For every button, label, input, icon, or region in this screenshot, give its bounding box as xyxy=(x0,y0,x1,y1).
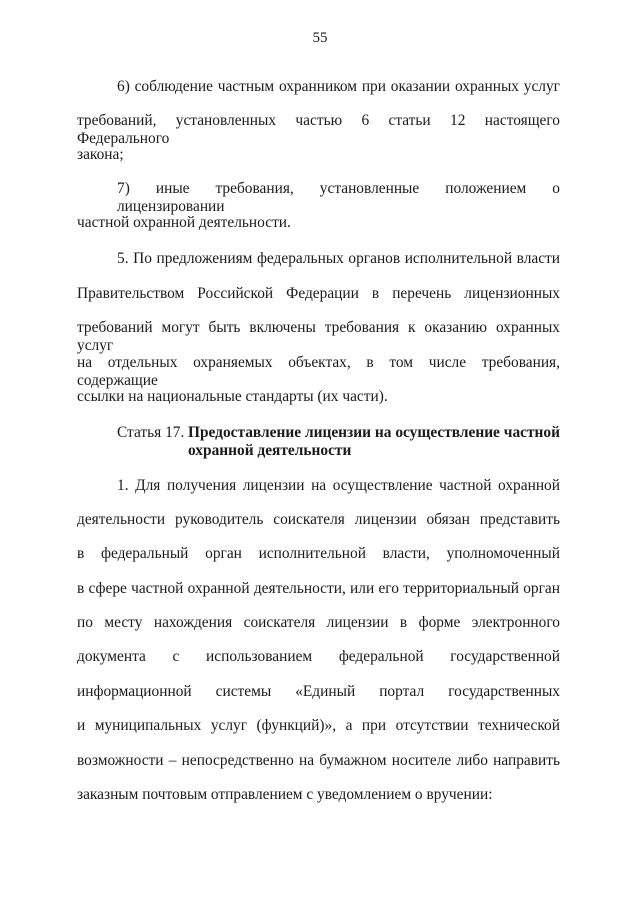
paragraph-1-line-7: информационной системы «Единый портал государственных xyxy=(77,683,560,700)
paragraph-1-line-6: документа с использованием федеральной государственной xyxy=(77,648,560,665)
item-5-line-1: 5. По предложениям федеральных органов исполнительной власти xyxy=(117,250,560,267)
item-6-line-2: требований, установленных частью 6 статьи 12 настоящего Федерального xyxy=(77,112,560,147)
paragraph-1-line-1: 1. Для получения лицензии на осуществление частной охранной xyxy=(117,477,560,494)
article-title-line-2: охранной деятельности xyxy=(188,442,352,459)
paragraph-1-line-8: и муниципальных услуг (функций)», а при отсутствии технической xyxy=(77,717,560,734)
paragraph-1-line-10: заказным почтовым отправлением с уведомлением о вручении: xyxy=(77,786,493,803)
paragraph-1-line-5: по месту нахождения соискателя лицензии в форме электронного xyxy=(77,614,560,631)
item-5-line-4: на отдельных охраняемых объектах, в том числе требования, содержащие xyxy=(77,354,560,389)
item-7-line-1: 7) иные требования, установленные положением о лицензировании xyxy=(117,180,560,215)
paragraph-1-line-4: в сфере частной охранной деятельности, или его территориальный орган xyxy=(77,580,560,597)
article-label: Статья 17. xyxy=(117,424,185,441)
page-number: 55 xyxy=(312,30,328,46)
item-5-line-3: требований могут быть включены требования к оказанию охранных услуг xyxy=(77,319,560,354)
item-6-line-1: 6) соблюдение частным охранником при оказании охранных услуг xyxy=(117,78,560,95)
article-title-line-1: Предоставление лицензии на осуществление частной xyxy=(188,424,560,441)
paragraph-1-line-2: деятельности руководитель соискателя лицензии обязан представить xyxy=(77,511,560,528)
item-5-line-2: Правительством Российской Федерации в перечень лицензионных xyxy=(77,285,560,302)
item-6-line-3: закона; xyxy=(77,146,124,163)
item-5-line-5: ссылки на национальные стандарты (их части). xyxy=(77,388,388,405)
item-7-line-2: частной охранной деятельности. xyxy=(77,214,291,231)
paragraph-1-line-3: в федеральный орган исполнительной власти, уполномоченный xyxy=(77,545,560,562)
paragraph-1-line-9: возможности – непосредственно на бумажном носителе либо направить xyxy=(77,752,560,769)
